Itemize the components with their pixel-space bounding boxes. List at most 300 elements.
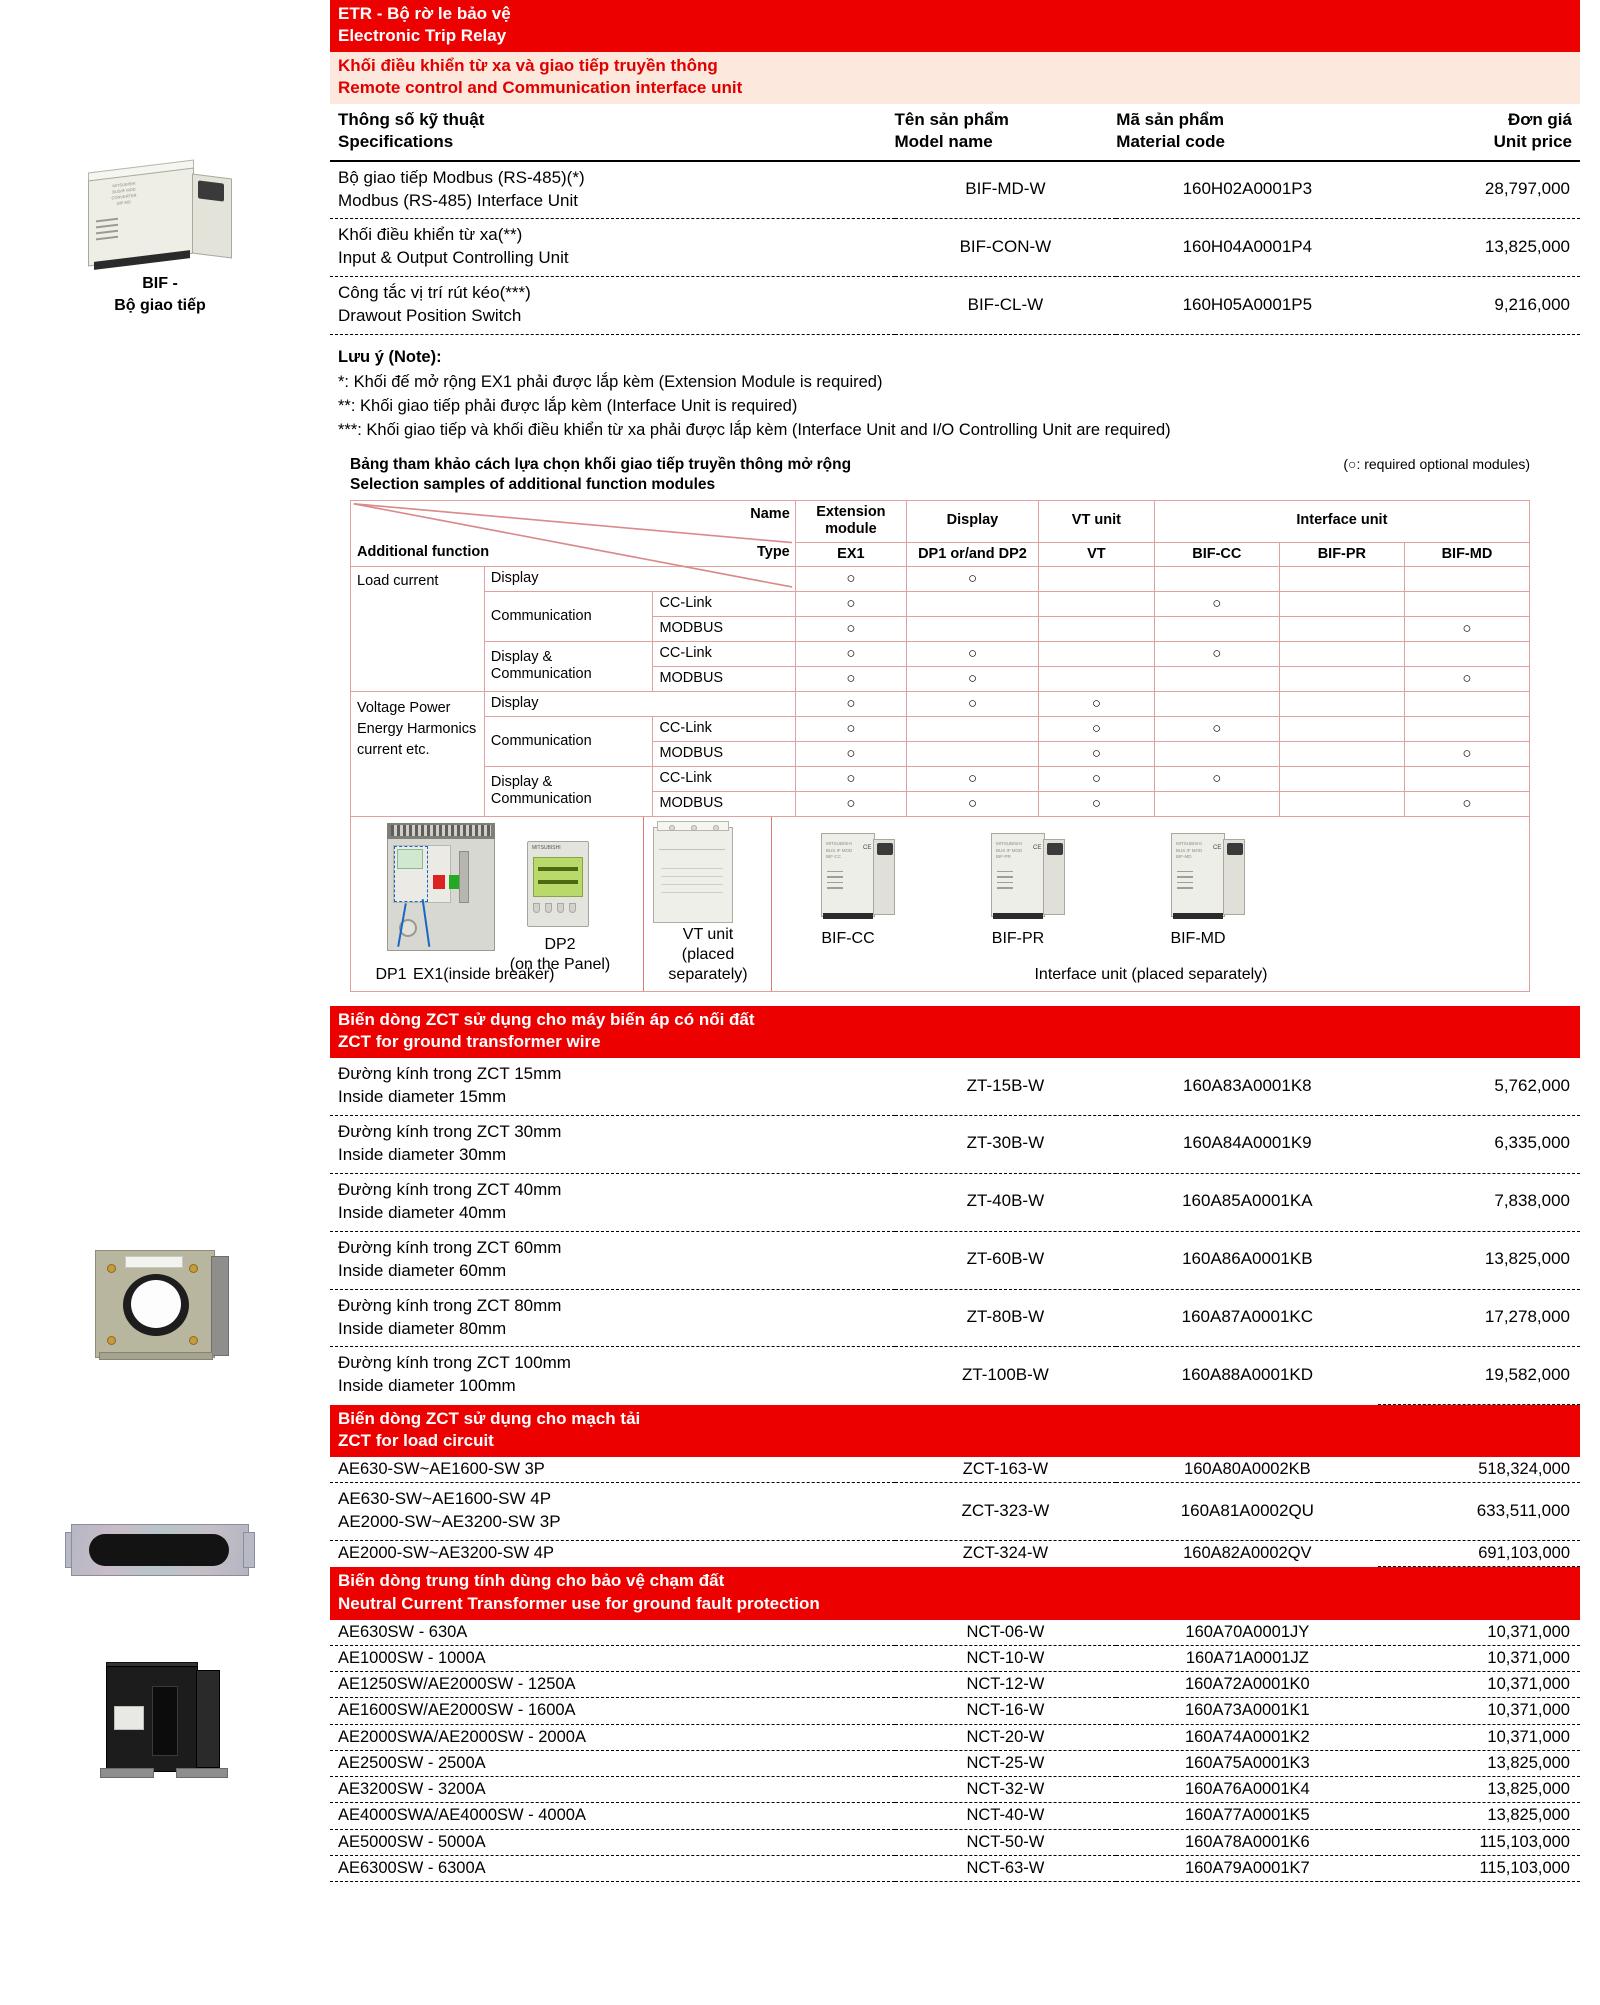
notes-block	[330, 335, 1580, 447]
caption-dp2-line2: (on the Panel)	[509, 955, 611, 973]
header-specifications	[330, 104, 895, 160]
row-spec	[330, 277, 895, 335]
selection-title-en: Selection samples of additional function modules	[350, 476, 716, 494]
nct-photo-block	[0, 1650, 320, 1790]
cell-pr	[1279, 616, 1404, 641]
row-spec	[330, 1541, 895, 1567]
breaker-image	[387, 823, 495, 951]
row-model: NCT-25-W	[895, 1750, 1117, 1776]
row-spec: AE2000SWA/AE2000SW - 2000A	[330, 1724, 895, 1750]
nct-table	[330, 1620, 1580, 1883]
row-model: BIF-CON-W	[895, 219, 1117, 277]
row-code: 160A83A0001K8	[1116, 1058, 1378, 1115]
row-model: NCT-06-W	[895, 1620, 1117, 1646]
cell-vt	[1038, 616, 1154, 641]
matrix-subcategory: CC-Link	[653, 716, 795, 741]
row-model: ZT-15B-W	[895, 1058, 1117, 1115]
row-spec	[330, 1347, 895, 1404]
cell-ex1: ○	[795, 691, 906, 716]
row-spec	[330, 1483, 895, 1541]
row-spec-en: AE2000-SW~AE3200-SW 3P	[338, 1512, 561, 1532]
table-row	[330, 1645, 1580, 1671]
bif-caption	[0, 273, 320, 316]
cell-dp: ○	[907, 791, 1039, 816]
cell-vt	[1038, 591, 1154, 616]
row-spec-en: Inside diameter 100mm	[338, 1376, 516, 1396]
row-spec	[330, 219, 895, 277]
zct-oblong-photo-block	[0, 1510, 320, 1590]
table-row	[330, 1058, 1580, 1115]
note-line-3: ***: Khối giao tiếp và khối điều khiển từ xa phải được lắp kèm (Interface Unit and I/O Controlling Unit are required)	[338, 421, 1171, 440]
cell-ex1: ○	[795, 741, 906, 766]
cell-ex1: ○	[795, 616, 906, 641]
group-header-vt-unit: VT unit	[1038, 500, 1154, 542]
matrix-subcategory: CC-Link	[653, 766, 795, 791]
cell-dp	[907, 716, 1039, 741]
matrix-row	[351, 766, 1530, 791]
remote-control-subband	[330, 52, 1580, 104]
group-header-display: Display	[907, 500, 1039, 542]
cell-vt	[1038, 566, 1154, 591]
matrix-function-load-current: Load current	[351, 566, 485, 691]
row-spec-vn: Đường kính trong ZCT 15mm	[338, 1064, 562, 1084]
cell-dp	[907, 591, 1039, 616]
row-model: ZT-40B-W	[895, 1173, 1117, 1231]
vt-unit-image	[653, 827, 733, 923]
header-spec-vn: Thông số kỹ thuật	[338, 110, 485, 130]
cell-md	[1404, 716, 1529, 741]
zct-load-table	[330, 1457, 1580, 1567]
row-code: 160A86A0001KB	[1116, 1231, 1378, 1289]
row-spec-vn: Công tắc vị trí rút kéo(***)	[338, 283, 531, 303]
caption-dp2-line1: DP2	[544, 935, 576, 953]
row-price: 28,797,000	[1378, 161, 1580, 219]
cell-md: ○	[1404, 616, 1529, 641]
cell-dp: ○	[907, 566, 1039, 591]
table-row	[330, 277, 1580, 335]
row-spec: AE6300SW - 6300A	[330, 1856, 895, 1882]
caption-bif-cc: BIF-CC	[821, 929, 875, 947]
row-spec-en: Drawout Position Switch	[338, 306, 522, 326]
row-code: 160H04A0001P4	[1116, 219, 1378, 277]
selection-legend: (○: required optional modules)	[1343, 455, 1530, 472]
row-model: NCT-50-W	[895, 1829, 1117, 1855]
bif-md-image: MITSUBISHI BUS IF MOD BIF-MD CE	[1171, 833, 1247, 925]
etr-band-en: Electronic Trip Relay	[338, 26, 507, 46]
header-price-en: Unit price	[1493, 132, 1572, 152]
cell-pr	[1279, 791, 1404, 816]
row-spec	[330, 1289, 895, 1347]
row-price: 115,103,000	[1378, 1856, 1580, 1882]
cell-md: ○	[1404, 791, 1529, 816]
row-spec	[330, 1457, 895, 1483]
note-line-1: *: Khối đế mở rộng EX1 phải được lắp kèm (Extension Module is required)	[338, 372, 883, 391]
cell-pr	[1279, 716, 1404, 741]
zct-ground-band-en: ZCT for ground transformer wire	[338, 1031, 601, 1051]
table-row	[330, 1856, 1580, 1882]
row-model: ZT-100B-W	[961, 1364, 1049, 1384]
type-header-bif-cc: BIF-CC	[1154, 542, 1279, 566]
nct-band	[330, 1567, 1580, 1619]
row-spec-vn: Đường kính trong ZCT 60mm	[338, 1237, 562, 1257]
caption-vt-line3: separately)	[668, 965, 748, 983]
cell-md	[1404, 566, 1529, 591]
row-model: ZT-30B-W	[895, 1115, 1117, 1173]
matrix-category: Communication	[484, 591, 653, 641]
table-row	[330, 1115, 1580, 1173]
header-model-name	[895, 104, 1117, 160]
cell-vt: ○	[1038, 791, 1154, 816]
etr-table-header-row	[330, 104, 1580, 160]
zct-round-image	[85, 1240, 235, 1370]
row-price: 6,335,000	[1378, 1115, 1580, 1173]
cell-pr	[1279, 641, 1404, 666]
zct-round-photo-block	[0, 1240, 320, 1370]
cell-dp: ○	[907, 766, 1039, 791]
matrix-function-voltage-power	[351, 691, 485, 816]
row-code: 160A85A0001KA	[1116, 1173, 1378, 1231]
cell-ex1: ○	[795, 566, 906, 591]
cell-dp: ○	[907, 641, 1039, 666]
row-spec-vn: Đường kính trong ZCT 40mm	[338, 1179, 562, 1199]
row-code: 160A70A0001JY	[1116, 1620, 1378, 1646]
row-spec	[330, 161, 895, 219]
dp2-image: MITSUBISHI	[527, 841, 589, 927]
row-price: 10,371,000	[1378, 1672, 1580, 1698]
bif-module-image: MITSUBISHI BUS/IF MOD CONVERTER BIF-MD	[80, 160, 240, 265]
caption-vt-line2: (placed	[681, 945, 735, 963]
row-code: 160A74A0001K2	[1116, 1724, 1378, 1750]
cell-dp	[907, 616, 1039, 641]
row-spec: AE1000SW - 1000A	[330, 1645, 895, 1671]
row-spec	[330, 1231, 895, 1289]
matrix-category: Communication	[484, 716, 653, 766]
row-spec-en: Modbus (RS-485) Interface Unit	[338, 190, 578, 210]
table-row	[330, 1541, 1580, 1567]
header-code-vn: Mã sản phẩm	[1116, 110, 1224, 130]
selection-title	[350, 455, 1530, 496]
row-spec	[330, 1058, 895, 1115]
table-row	[330, 1347, 1580, 1404]
row-spec-vn: Đường kính trong ZCT 80mm	[338, 1295, 562, 1315]
matrix-corner-cell	[351, 500, 796, 566]
remote-subband-en: Remote control and Communication interface unit	[338, 78, 743, 98]
row-code: 160A84A0001K9	[1116, 1115, 1378, 1173]
bif-caption-line2: Bộ giao tiếp	[114, 296, 206, 314]
row-price: 13,825,000	[1378, 219, 1580, 277]
row-code: 160A79A0001K7	[1116, 1856, 1378, 1882]
cell-cc	[1154, 566, 1279, 591]
caption-bif-md: BIF-MD	[1170, 929, 1226, 947]
row-spec: AE1600SW/AE2000SW - 1600A	[330, 1698, 895, 1724]
header-code-en: Material code	[1116, 132, 1225, 152]
cell-md	[1404, 591, 1529, 616]
row-spec-vn: AE2000-SW~AE3200-SW 4P	[338, 1544, 554, 1563]
header-spec-en: Specifications	[338, 132, 454, 152]
row-spec-vn: AE630-SW~AE1600-SW 4P	[338, 1489, 552, 1509]
type-header-bif-pr: BIF-PR	[1279, 542, 1404, 566]
cell-vt: ○	[1038, 691, 1154, 716]
matrix-row	[351, 691, 1530, 716]
row-spec-en: Inside diameter 15mm	[338, 1087, 507, 1107]
row-spec-en: Inside diameter 80mm	[338, 1318, 507, 1338]
row-price: 10,371,000	[1378, 1620, 1580, 1646]
cell-cc	[1154, 666, 1279, 691]
row-price: 9,216,000	[1378, 277, 1580, 335]
matrix-subcategory: MODBUS	[653, 741, 795, 766]
row-price: 13,825,000	[1378, 1231, 1580, 1289]
etr-section-band	[330, 0, 1580, 52]
zct-load-band	[330, 1405, 1580, 1457]
row-code: 160A80A0002KB	[1116, 1457, 1378, 1483]
header-unit-price	[1378, 104, 1580, 160]
zct-oblong-image	[65, 1510, 255, 1590]
table-row	[330, 1672, 1580, 1698]
corner-name-label: Name	[750, 505, 790, 522]
row-model: NCT-32-W	[895, 1777, 1117, 1803]
row-spec: AE5000SW - 5000A	[330, 1829, 895, 1855]
cell-pr	[1279, 666, 1404, 691]
cell-pr	[1279, 566, 1404, 591]
cell-cc: ○	[1154, 716, 1279, 741]
selection-matrix-table	[350, 500, 1530, 817]
group-header-extension-module: Extension module	[795, 500, 906, 542]
row-code: 160A72A0001K0	[1116, 1672, 1378, 1698]
product-image-gutter	[0, 0, 320, 2005]
row-model: BIF-CL-W	[895, 277, 1117, 335]
caption-dp2	[501, 935, 619, 975]
header-model-en: Model name	[894, 132, 993, 152]
row-code: 160A88A0001KD	[1181, 1364, 1314, 1384]
row-price: 115,103,000	[1378, 1829, 1580, 1855]
cell-md	[1404, 691, 1529, 716]
row-spec-vn: Đường kính trong ZCT 100mm	[338, 1353, 571, 1373]
table-row	[330, 1231, 1580, 1289]
remote-subband-vn: Khối điều khiển từ xa và giao tiếp truyền thông	[338, 56, 718, 76]
cell-cc: ○	[1154, 591, 1279, 616]
cell-md	[1404, 766, 1529, 791]
row-code: 160A77A0001K5	[1116, 1803, 1378, 1829]
row-spec: AE630SW - 630A	[330, 1620, 895, 1646]
row-spec: AE3200SW - 3200A	[330, 1777, 895, 1803]
cell-cc	[1154, 791, 1279, 816]
note-line-2: **: Khối giao tiếp phải được lắp kèm (Interface Unit is required)	[338, 397, 798, 415]
row-model: NCT-16-W	[895, 1698, 1117, 1724]
row-code: 160A75A0001K3	[1116, 1750, 1378, 1776]
row-price: 5,762,000	[1378, 1058, 1580, 1115]
selection-title-vn: Bảng tham khảo cách lựa chọn khối giao tiếp truyền thông mở rộng	[350, 455, 852, 473]
matrix-row	[351, 716, 1530, 741]
matrix-subcategory: CC-Link	[653, 641, 795, 666]
cell-ex1: ○	[795, 641, 906, 666]
matrix-group-header-row	[351, 500, 1530, 542]
row-code: 160A78A0001K6	[1116, 1829, 1378, 1855]
bif-cc-image: MITSUBISHI BUS IF MOD BIF-CC CE	[821, 833, 897, 925]
row-code: 160A71A0001JZ	[1116, 1645, 1378, 1671]
etr-price-table	[330, 104, 1580, 335]
table-row	[330, 1777, 1580, 1803]
row-spec	[330, 1115, 895, 1173]
row-model: NCT-40-W	[895, 1803, 1117, 1829]
table-row	[330, 1750, 1580, 1776]
corner-additional-function-label: Additional function	[357, 543, 490, 560]
header-material-code	[1116, 104, 1378, 160]
row-spec-vn: Khối điều khiển từ xa(**)	[338, 225, 523, 245]
row-model: ZCT-324-W	[962, 1544, 1049, 1563]
matrix-subcategory: MODBUS	[653, 616, 795, 641]
cell-vt: ○	[1038, 766, 1154, 791]
row-code: 160A82A0002QV	[1183, 1544, 1312, 1563]
selection-samples-block	[350, 455, 1530, 992]
row-spec: AE4000SWA/AE4000SW - 4000A	[330, 1803, 895, 1829]
row-model: NCT-63-W	[895, 1856, 1117, 1882]
cell-vt	[1038, 666, 1154, 691]
table-row	[330, 1173, 1580, 1231]
caption-bif-pr: BIF-PR	[991, 929, 1045, 947]
matrix-category: Display & Communication	[484, 641, 653, 691]
row-spec: AE1250SW/AE2000SW - 1250A	[330, 1672, 895, 1698]
row-spec-vn: AE630-SW~AE1600-SW 3P	[338, 1460, 545, 1479]
group-header-interface-unit: Interface unit	[1154, 500, 1529, 542]
type-header-dp: DP1 or/and DP2	[907, 542, 1039, 566]
row-code: 160A87A0001KC	[1116, 1289, 1378, 1347]
table-row	[330, 1289, 1580, 1347]
header-model-vn: Tên sản phẩm	[894, 110, 1009, 130]
nct-image	[80, 1650, 240, 1790]
zct-load-band-en: ZCT for load circuit	[338, 1430, 494, 1450]
cell-pr	[1279, 766, 1404, 791]
row-price: 17,278,000	[1378, 1289, 1580, 1347]
row-price: 7,838,000	[1378, 1173, 1580, 1231]
bif-product-photo-block	[0, 160, 320, 316]
cell-cc	[1154, 616, 1279, 641]
row-model: ZCT-163-W	[895, 1457, 1117, 1483]
bif-pr-image: MITSUBISHI BUS IF MOD BIF-PR CE	[991, 833, 1067, 925]
row-price: 691,103,000	[1378, 1541, 1580, 1567]
cell-ex1: ○	[795, 766, 906, 791]
row-spec-en: Input & Output Controlling Unit	[338, 248, 569, 268]
row-spec-en: Inside diameter 30mm	[338, 1144, 507, 1164]
cell-ex1: ○	[795, 666, 906, 691]
row-model: ZT-60B-W	[895, 1231, 1117, 1289]
matrix-category: Display & Communication	[484, 766, 653, 816]
table-row	[330, 1483, 1580, 1541]
table-row	[330, 1724, 1580, 1750]
table-row	[330, 1698, 1580, 1724]
row-price: 13,825,000	[1378, 1750, 1580, 1776]
caption-vt-line1: VT unit	[682, 925, 734, 943]
zct-ground-band-vn: Biến dòng ZCT sử dụng cho máy biến áp có nối đất	[338, 1009, 755, 1029]
table-row	[330, 1620, 1580, 1646]
table-row	[330, 1457, 1580, 1483]
cell-md: ○	[1404, 741, 1529, 766]
selection-photo-panel	[350, 817, 1530, 992]
main-content	[330, 0, 1580, 1882]
matrix-subcategory: MODBUS	[653, 791, 795, 816]
row-model: NCT-12-W	[895, 1672, 1117, 1698]
nct-band-en: Neutral Current Transformer use for ground fault protection	[338, 1593, 820, 1613]
cell-vt	[1038, 641, 1154, 666]
type-header-vt: VT	[1038, 542, 1154, 566]
row-price: 10,371,000	[1378, 1724, 1580, 1750]
table-row	[330, 1803, 1580, 1829]
cell-pr	[1279, 741, 1404, 766]
row-spec-en: Inside diameter 60mm	[338, 1260, 507, 1280]
row-spec	[330, 1173, 895, 1231]
nct-band-vn: Biến dòng trung tính dùng cho bảo vệ chạm đất	[338, 1571, 725, 1591]
notes-header: Lưu ý (Note):	[338, 348, 442, 367]
row-model: NCT-20-W	[895, 1724, 1117, 1750]
cell-pr	[1279, 591, 1404, 616]
cell-md: ○	[1404, 666, 1529, 691]
row-spec: AE2500SW - 2500A	[330, 1750, 895, 1776]
corner-type-label: Type	[756, 543, 790, 560]
row-code: 160A76A0001K4	[1116, 1777, 1378, 1803]
row-code: 160A81A0002QU	[1116, 1483, 1378, 1541]
row-spec-vn: Đường kính trong ZCT 30mm	[338, 1121, 562, 1141]
caption-vt-unit	[649, 925, 767, 985]
cell-dp: ○	[907, 666, 1039, 691]
zct-ground-table	[330, 1058, 1580, 1405]
header-price-vn: Đơn giá	[1507, 110, 1572, 130]
type-header-bif-md: BIF-MD	[1404, 542, 1529, 566]
row-price: 13,825,000	[1378, 1803, 1580, 1829]
cell-cc	[1154, 741, 1279, 766]
row-price: 10,371,000	[1378, 1698, 1580, 1724]
row-price: 518,324,000	[1378, 1457, 1580, 1483]
type-header-ex1: EX1	[795, 542, 906, 566]
row-price: 633,511,000	[1378, 1483, 1580, 1541]
matrix-function-voltage-power-label: Voltage Power Energy Harmonics current etc.	[357, 699, 477, 758]
table-row	[330, 219, 1580, 277]
row-code: 160A73A0001K1	[1116, 1698, 1378, 1724]
caption-dp1: DP1	[375, 965, 407, 983]
row-model: BIF-MD-W	[895, 161, 1117, 219]
row-spec-vn: Bộ giao tiếp Modbus (RS-485)(*)	[338, 167, 585, 187]
matrix-subcategory: CC-Link	[653, 591, 795, 616]
row-price: 19,582,000	[1378, 1347, 1580, 1404]
row-code: 160H05A0001P5	[1116, 277, 1378, 335]
row-spec-en: Inside diameter 40mm	[338, 1202, 507, 1222]
cell-dp: ○	[907, 691, 1039, 716]
etr-band-vn: ETR - Bộ rờ le bảo vệ	[338, 4, 511, 23]
caption-interface-unit: Interface unit (placed separately)	[1034, 965, 1268, 983]
matrix-subcategory: MODBUS	[653, 666, 795, 691]
cell-cc: ○	[1154, 641, 1279, 666]
cell-ex1: ○	[795, 791, 906, 816]
cell-md	[1404, 641, 1529, 666]
cell-dp	[907, 741, 1039, 766]
row-model: ZCT-323-W	[895, 1483, 1117, 1541]
cell-cc: ○	[1154, 766, 1279, 791]
row-model: NCT-10-W	[895, 1645, 1117, 1671]
matrix-row	[351, 591, 1530, 616]
cell-ex1: ○	[795, 716, 906, 741]
cell-cc	[1154, 691, 1279, 716]
cell-ex1: ○	[795, 591, 906, 616]
caption-ex1: EX1(inside breaker)	[413, 965, 555, 983]
zct-load-band-vn: Biến dòng ZCT sử dụng cho mạch tải	[338, 1408, 641, 1428]
zct-ground-band	[330, 1006, 1580, 1058]
cell-vt: ○	[1038, 716, 1154, 741]
table-row	[330, 1829, 1580, 1855]
matrix-category: Display	[484, 691, 795, 716]
bif-caption-line1: BIF -	[142, 275, 178, 292]
matrix-row	[351, 641, 1530, 666]
cell-vt: ○	[1038, 741, 1154, 766]
row-price: 10,371,000	[1378, 1645, 1580, 1671]
cell-pr	[1279, 691, 1404, 716]
